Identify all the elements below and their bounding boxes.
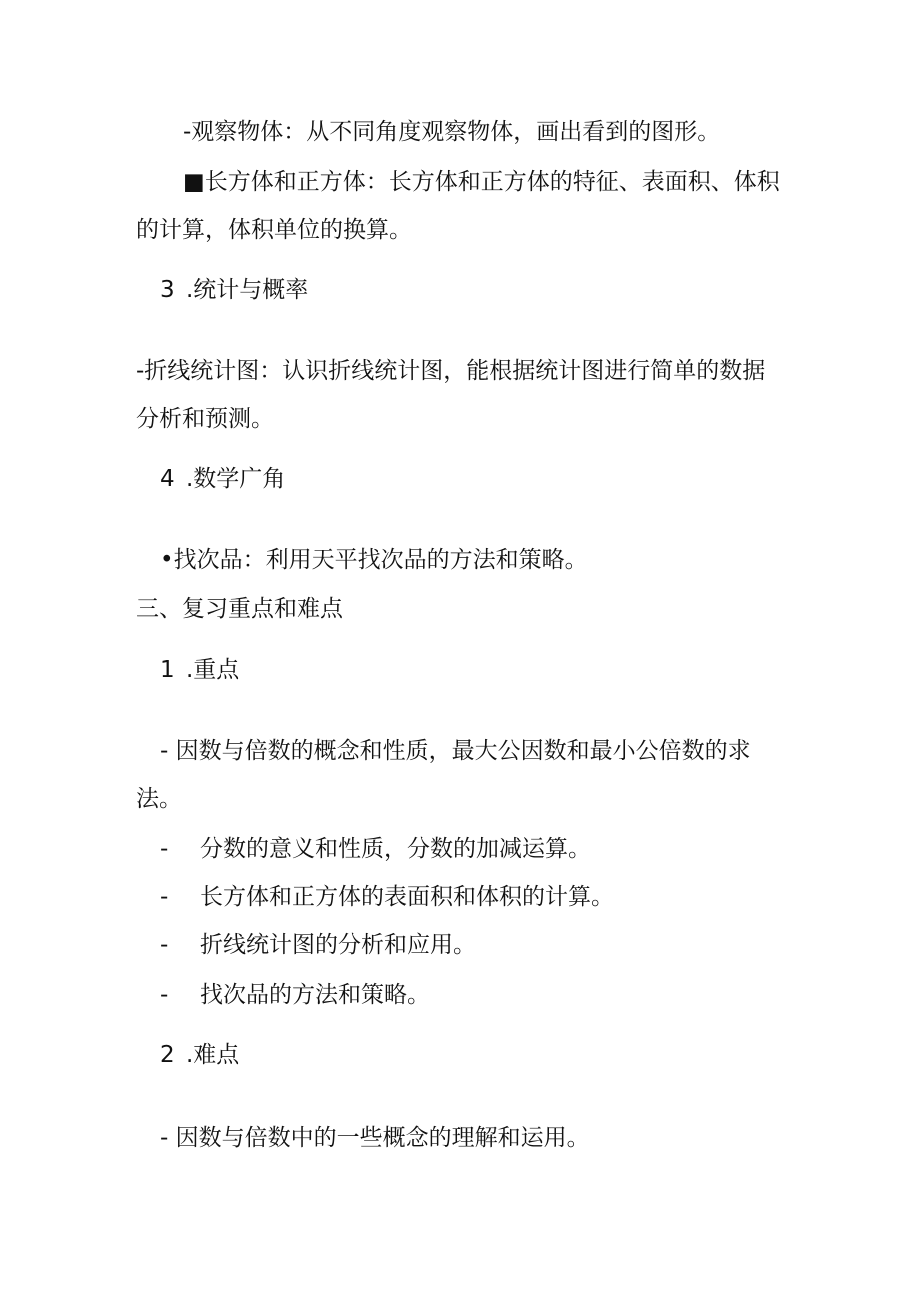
key-point-text: 长方体和正方体的表面积和体积的计算。	[200, 884, 614, 910]
key-point-text: 找次品的方法和策略。	[200, 982, 430, 1008]
dash-marker: -	[160, 982, 169, 1008]
difficult-point-1: - 因数与倍数中的一些概念的理解和运用。	[160, 1125, 590, 1151]
cuboid-line-1: ■长方体和正方体：长方体和正方体的特征、表面积、体积	[183, 169, 780, 195]
key-point-text: 折线统计图的分析和应用。	[200, 932, 476, 958]
dash-marker: -	[160, 836, 169, 862]
key-points-heading	[160, 655, 239, 685]
difficult-points-heading	[160, 1040, 239, 1070]
observe-objects-line: -观察物体：从不同角度观察物体，画出看到的图形。	[183, 119, 721, 145]
key-point-text: 分数的意义和性质，分数的加减运算。	[200, 836, 591, 862]
find-defective-line: •找次品：利用天平找次品的方法和策略。	[160, 547, 588, 573]
section-three-title: 三、复习重点和难点	[136, 596, 343, 622]
heading-text: .难点	[186, 1042, 240, 1068]
math-wide-angle-heading	[160, 464, 285, 494]
key-point-3	[160, 882, 614, 912]
heading-number: 1	[160, 657, 175, 683]
key-point-1-line-2: 法。	[136, 786, 182, 812]
heading-text: .数学广角	[186, 466, 286, 492]
heading-number: 3	[160, 277, 175, 303]
key-point-2	[160, 834, 591, 864]
key-point-1-line-1: - 因数与倍数的概念和性质，最大公因数和最小公倍数的求	[160, 738, 751, 764]
heading-number: 2	[160, 1042, 175, 1068]
dash-marker: -	[160, 932, 169, 958]
cuboid-line-2: 的计算，体积单位的换算。	[136, 217, 412, 243]
heading-number: 4	[160, 466, 175, 492]
key-point-5	[160, 980, 430, 1010]
key-point-4	[160, 930, 476, 960]
statistics-heading	[160, 275, 308, 305]
heading-text: .重点	[186, 657, 240, 683]
line-chart-line-2: 分析和预测。	[136, 406, 274, 432]
line-chart-line-1: -折线统计图：认识折线统计图，能根据统计图进行简单的数据	[136, 358, 766, 384]
dash-marker: -	[160, 884, 169, 910]
heading-text: .统计与概率	[186, 277, 309, 303]
